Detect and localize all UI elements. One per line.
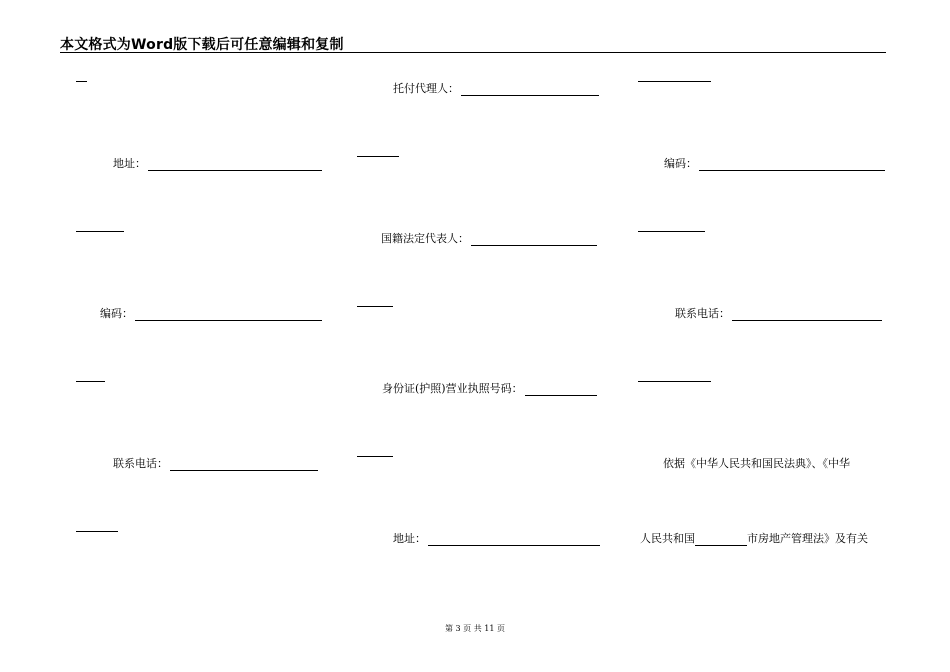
phone-field <box>113 455 318 471</box>
postcode-blank <box>135 319 322 321</box>
phone-field <box>675 305 882 321</box>
blank-line <box>76 230 124 232</box>
address-label: 地址： <box>113 157 146 170</box>
phone-label: 联系电话： <box>113 457 168 470</box>
blank-line <box>76 80 87 82</box>
legal-basis-part-a: 人民共和国 <box>640 532 695 545</box>
nationality-label: 国籍法定代表人： <box>381 232 469 245</box>
legal-basis-text-continued <box>640 530 868 546</box>
blank-line <box>357 305 393 307</box>
address-blank <box>148 169 322 171</box>
id-number-field <box>382 380 597 396</box>
postcode-label: 编码： <box>664 157 697 170</box>
nationality-field <box>381 230 597 246</box>
address-field <box>393 530 600 546</box>
phone-label: 联系电话： <box>675 307 730 320</box>
agent-label: 托付代理人： <box>393 82 459 95</box>
legal-basis-part-b: 市房地产管理法》及有关 <box>747 532 868 545</box>
address-field <box>113 155 322 171</box>
agent-field <box>393 80 599 96</box>
phone-blank <box>732 319 882 321</box>
postcode-blank <box>699 169 885 171</box>
city-blank <box>695 544 747 546</box>
blank-line <box>638 230 705 232</box>
address-blank <box>428 544 600 546</box>
blank-line <box>357 455 393 457</box>
id-number-label: 身份证(护照)营业执照号码： <box>382 382 523 395</box>
blank-line <box>638 80 711 82</box>
id-number-blank <box>525 394 597 396</box>
postcode-field <box>664 155 885 171</box>
blank-line <box>76 380 105 382</box>
phone-blank <box>170 469 318 471</box>
page-number-footer: 第 3 页 共 11 页 <box>445 624 505 633</box>
postcode-field <box>100 305 322 321</box>
agent-blank <box>461 94 599 96</box>
blank-line <box>76 530 118 532</box>
blank-line <box>638 380 711 382</box>
nationality-blank <box>471 244 597 246</box>
header-divider <box>60 52 886 53</box>
legal-basis-text: 依据《中华人民共和国民法典》、《中华 <box>663 457 850 470</box>
postcode-label: 编码： <box>100 307 133 320</box>
blank-line <box>357 155 399 157</box>
page-header-title: 本文格式为Word版下载后可任意编辑和复制 <box>60 37 344 53</box>
address-label: 地址： <box>393 532 426 545</box>
